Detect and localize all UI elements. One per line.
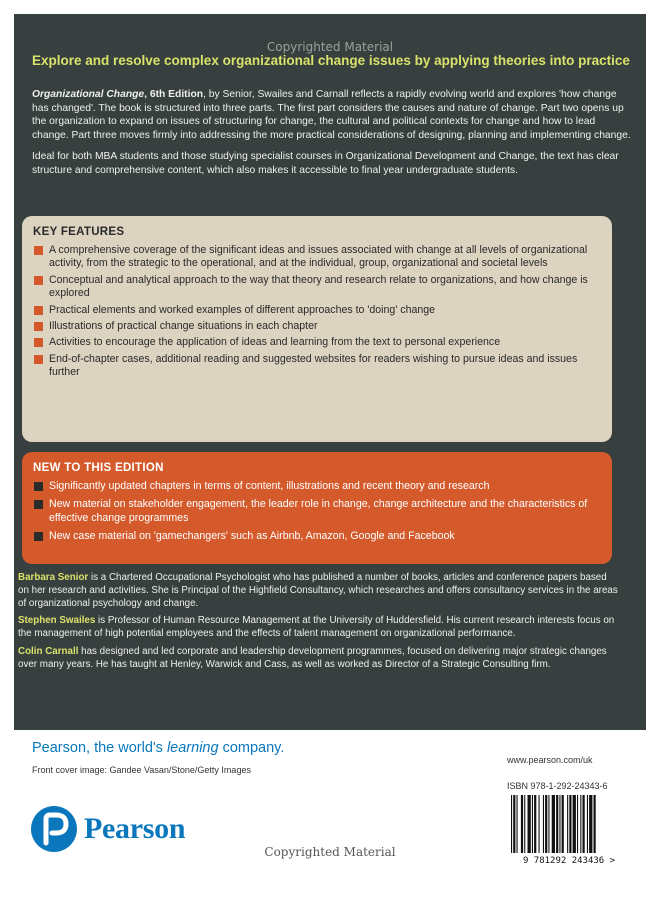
watermark-bottom: Copyrighted Material <box>264 845 396 859</box>
bullet-square-icon <box>34 322 43 331</box>
list-item: New case material on 'gamechangers' such as Airbnb, Amazon, Google and Facebook <box>32 530 600 543</box>
author-bio-text: is a Chartered Occupational Psychologist who has published a number of books, articles and conference papers based on her research and activities. She is Principal of the Highfield Consultancy, which researches and offers consultancy services in the areas of organizational psychology and change. <box>18 572 618 609</box>
author-bio <box>18 572 618 610</box>
pearson-logo-text: Pearson <box>84 812 186 845</box>
intro-paragraph-2: Ideal for both MBA students and those studying specialist courses in Organizational Development and Change, the text has clear structure and comprehensive content, which also makes it accessible to final year undergraduate students. <box>32 151 619 176</box>
book-title: Organizational Change <box>32 89 145 100</box>
author-bios <box>18 572 618 677</box>
author-bio-text: has designed and led corporate and leadership development programmes, focused on delivering major strategic changes over many years. He has taught at Henley, Warwick and Cass, as well as worked as Director of a Strategic Consulting firm. <box>18 645 607 670</box>
barcode-number: 9 781292 243436 > <box>522 856 616 865</box>
author-bio <box>18 646 618 672</box>
list-item: Practical elements and worked examples of different approaches to 'doing' change <box>32 304 600 317</box>
bullet-square-icon <box>34 500 43 509</box>
list-item: Activities to encourage the application of ideas and learning from the text to personal experience <box>32 336 600 349</box>
isbn-label: ISBN 978-1-292-24343-6 <box>507 781 608 791</box>
author-name: Barbara Senior <box>18 572 89 583</box>
key-features-title: KEY FEATURES <box>33 226 125 238</box>
cover-image-credit: Front cover image: Gandee Vasan/Stone/Getty Images <box>32 765 251 775</box>
new-edition-title: NEW TO THIS EDITION <box>33 462 164 474</box>
intro-paragraph-1-text: , by Senior, Swailes and Carnall reflects a rapidly evolving world and explores 'how change has changed'. The book is structured into three parts. The first part considers the causes and nature of change. Part two opens up the organization to expand on issues of structuring for change, the cultural and political contexts for change and how to lead change. Part three moves firmly into addressing the more practical considerations of designing, planning and implementing change. <box>32 89 631 141</box>
headline: Explore and resolve complex organizational change issues by applying theories into practice <box>32 53 630 68</box>
bullet-square-icon <box>34 276 43 285</box>
bullet-square-icon <box>34 246 43 255</box>
book-edition: , 6th Edition <box>144 89 204 100</box>
list-item: End-of-chapter cases, additional reading and suggested websites for readers wishing to pursue ideas and issues further <box>32 353 600 380</box>
bullet-square-icon <box>34 355 43 364</box>
author-bio-text: is Professor of Human Resource Management at the University of Huddersfield. His current research interests focus on the management of high potential employees and the effects of talent management on organizational performance. <box>18 615 615 640</box>
list-item: New material on stakeholder engagement, the leader role in change, change architecture and the characteristics of effective change programmes <box>32 498 600 525</box>
new-edition-box <box>22 452 612 564</box>
intro-paragraph-1 <box>32 88 632 142</box>
list-item: Significantly updated chapters in terms of content, illustrations and recent theory and research <box>32 480 600 493</box>
watermark-top: Copyrighted Material <box>266 40 394 54</box>
bullet-square-icon <box>34 306 43 315</box>
bullet-square-icon <box>34 532 43 541</box>
pearson-tagline: Pearson, the world's learning company. <box>32 740 285 756</box>
author-name: Colin Carnall <box>18 645 79 657</box>
list-item: Illustrations of practical change situations in each chapter <box>32 320 600 333</box>
key-features-box <box>22 216 612 442</box>
key-features-list <box>32 244 600 383</box>
list-item: A comprehensive coverage of the significant ideas and issues associated with change at all levels of organizational activity, from the strategic to the operational, and at the individual, group, organizational and societal levels <box>32 244 600 271</box>
intro-text <box>32 88 632 186</box>
author-bio <box>18 615 618 641</box>
bullet-square-icon <box>34 482 43 491</box>
bullet-square-icon <box>34 338 43 347</box>
new-edition-list <box>32 480 600 549</box>
publisher-website: www.pearson.com/uk <box>507 755 593 765</box>
list-item: Conceptual and analytical approach to the way that theory and research relate to organizations, and how change is explored <box>32 274 600 301</box>
author-name: Stephen Swailes <box>18 615 96 627</box>
